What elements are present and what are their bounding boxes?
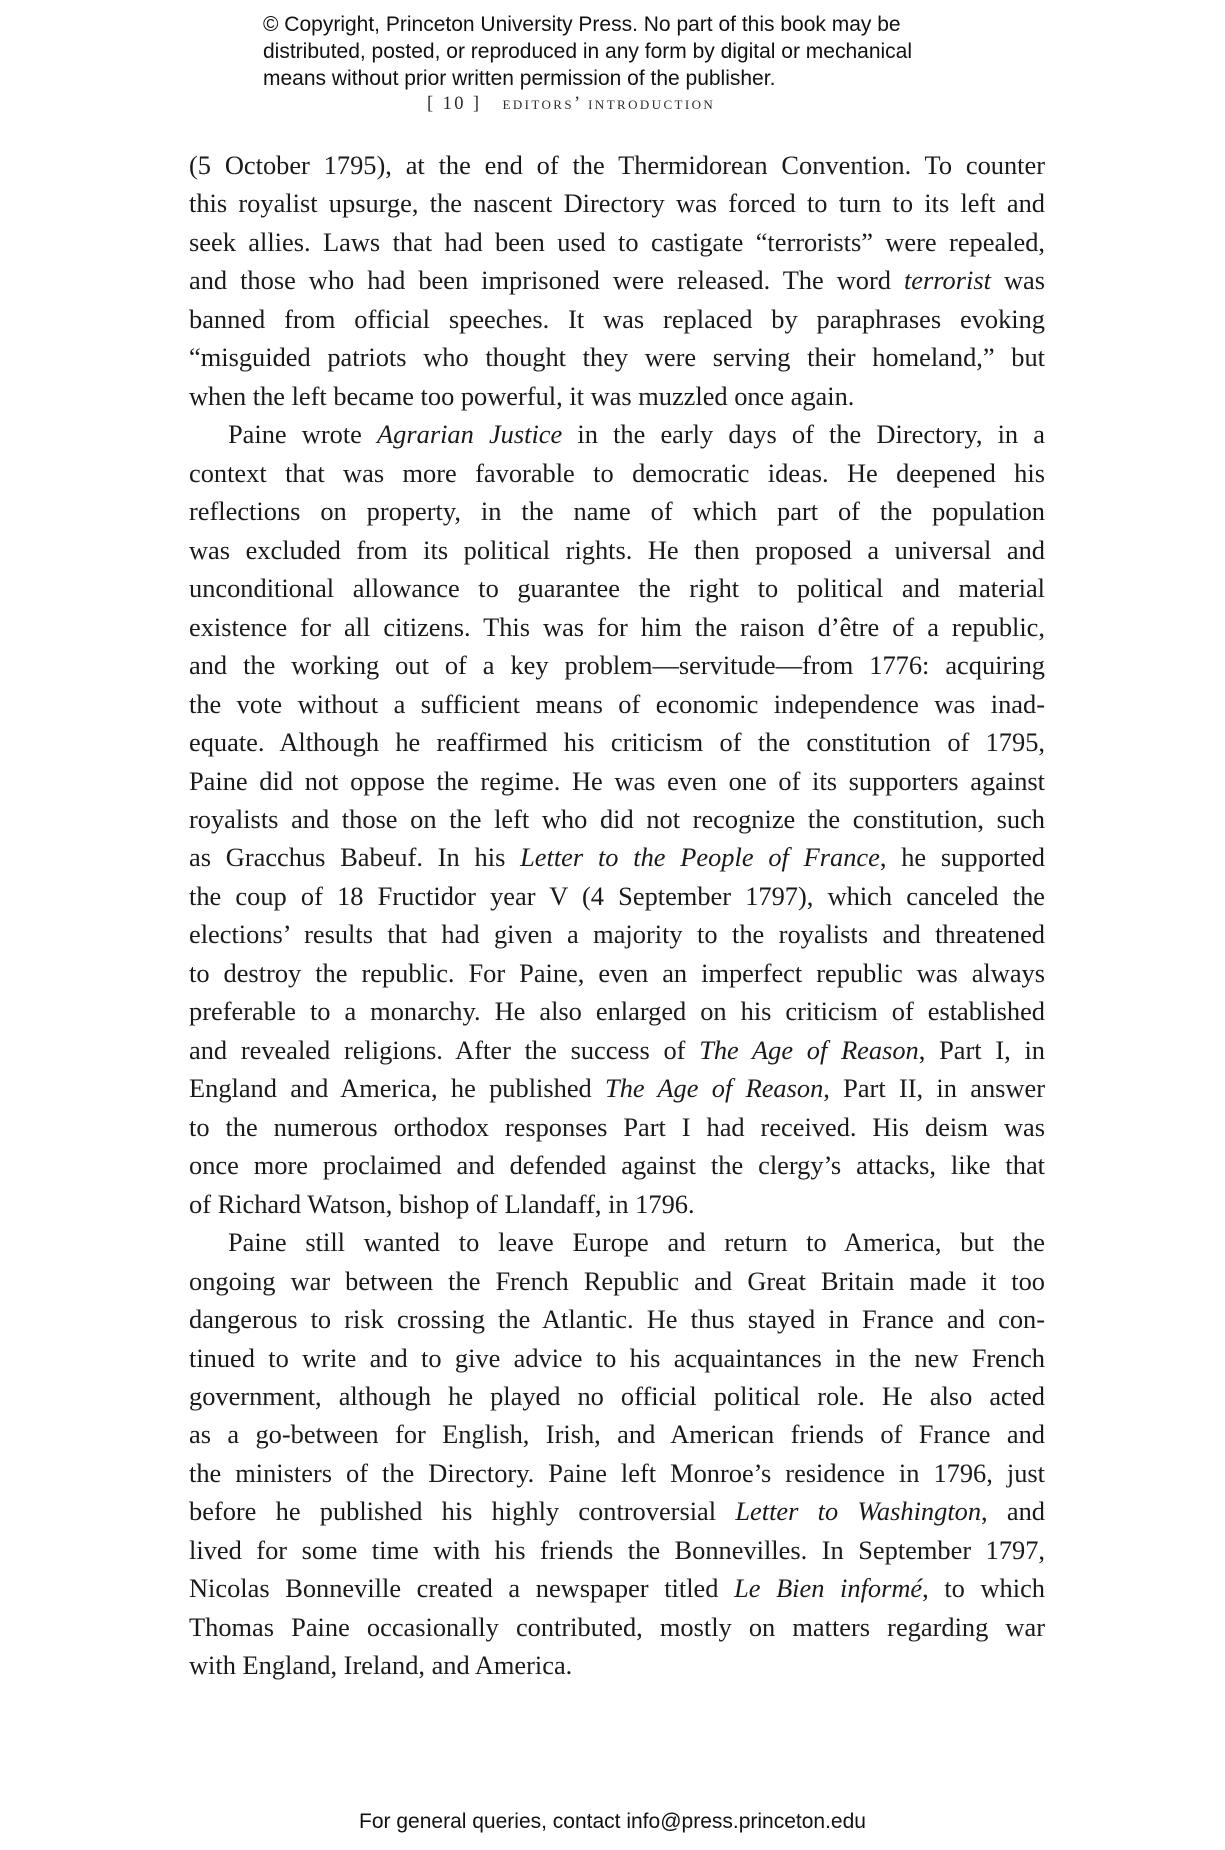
text-line: equate. Although he reaffirmed his criticism of the constitution of 1795, bbox=[189, 727, 1045, 758]
text-line: elections’ results that had given a majority to the royalists and threatened bbox=[189, 919, 1045, 950]
text-line: the ministers of the Directory. Paine left Monroe’s residence in 1796, just bbox=[189, 1457, 1045, 1488]
text-line: the coup of 18 Fructidor year V (4 September 1797), which canceled the bbox=[189, 880, 1045, 911]
text-line: was excluded from its political rights. He then proposed a universal and bbox=[189, 534, 1045, 565]
text-line: reflections on property, in the name of which part of the population bbox=[189, 496, 1045, 527]
text-line: of Richard Watson, bishop of Llandaff, in 1796. bbox=[189, 1188, 695, 1219]
paragraph bbox=[189, 146, 1045, 415]
copyright-notice bbox=[263, 11, 983, 92]
text-line: context that was more favorable to democratic ideas. He deepened his bbox=[189, 457, 1045, 488]
text-line: seek allies. Laws that had been used to castigate “terrorists” were repealed, bbox=[189, 226, 1045, 257]
footer-contact: For general queries, contact info@press.princeton.edu bbox=[359, 1810, 866, 1833]
text-line: with England, Ireland, and America. bbox=[189, 1650, 573, 1681]
text-line: government, although he played no official political role. He also acted bbox=[189, 1381, 1045, 1411]
text-line: when the left became too powerful, it was muzzled once again. bbox=[189, 380, 855, 411]
text-line: tinued to write and to give advice to his acquaintances in the new French bbox=[189, 1342, 1045, 1373]
text-line: existence for all citizens. This was for him the raison d’être of a republic, bbox=[189, 611, 1045, 642]
text-line: dangerous to risk crossing the Atlantic. He thus stayed in France and con- bbox=[189, 1304, 1045, 1335]
text-line: Paine wrote Agrarian Justice in the early days of the Directory, in a bbox=[228, 419, 1045, 450]
paragraph bbox=[189, 415, 1045, 1223]
text-line: as a go-between for English, Irish, and American friends of France and bbox=[189, 1419, 1045, 1450]
text-line: and revealed religions. After the success of The Age of Reason, Part I, in bbox=[189, 1034, 1045, 1065]
text-line: once more proclaimed and defended against the clergy’s attacks, like that bbox=[189, 1150, 1045, 1181]
copyright-line: means without prior written permission of the publisher. bbox=[263, 67, 776, 90]
text-line: Paine still wanted to leave Europe and return to America, but the bbox=[228, 1227, 1045, 1258]
text-line: ongoing war between the French Republic and Great Britain made it too bbox=[189, 1265, 1045, 1296]
body-text bbox=[189, 146, 1045, 1685]
text-line: (5 October 1795), at the end of the Thermidorean Convention. To counter bbox=[189, 150, 1045, 180]
text-line: to destroy the republic. For Paine, even an imperfect republic was always bbox=[189, 957, 1045, 988]
copyright-line: © Copyright, Princeton University Press. No part of this book may be bbox=[263, 13, 901, 36]
text-line: Nicolas Bonneville created a newspaper titled Le Bien informé, to which bbox=[189, 1573, 1045, 1604]
text-line: before he published his highly controversial Letter to Washington, and bbox=[189, 1496, 1045, 1527]
text-line: and those who had been imprisoned were released. The word terrorist was bbox=[189, 265, 1046, 296]
text-line: Thomas Paine occasionally contributed, mostly on matters regarding war bbox=[189, 1611, 1045, 1642]
text-line: England and America, he published The Age of Reason, Part II, in answer bbox=[189, 1073, 1045, 1104]
text-line: to the numerous orthodox responses Part I had received. His deism was bbox=[189, 1111, 1045, 1142]
text-line: preferable to a monarchy. He also enlarged on his criticism of established bbox=[189, 996, 1045, 1027]
page-number: [ 10 ] bbox=[427, 94, 482, 114]
running-title: editors’ introduction bbox=[502, 94, 716, 114]
text-line: lived for some time with his friends the Bonnevilles. In September 1797, bbox=[189, 1534, 1045, 1565]
text-line: “misguided patriots who thought they were serving their homeland,” but bbox=[189, 342, 1045, 373]
text-line: this royalist upsurge, the nascent Directory was forced to turn to its left and bbox=[189, 188, 1045, 219]
text-line: and the working out of a key problem—servitude—from 1776: acquiring bbox=[189, 650, 1045, 681]
text-line: royalists and those on the left who did not recognize the constitution, such bbox=[189, 803, 1045, 834]
paragraph bbox=[189, 1223, 1045, 1685]
copyright-line: distributed, posted, or reproduced in any form by digital or mechanical bbox=[263, 40, 913, 63]
running-head bbox=[427, 94, 715, 115]
text-line: banned from official speeches. It was replaced by paraphrases evoking bbox=[189, 303, 1045, 334]
text-line: as Gracchus Babeuf. In his Letter to the People of France, he supported bbox=[189, 842, 1045, 873]
text-line: Paine did not oppose the regime. He was even one of its supporters against bbox=[189, 765, 1045, 796]
text-line: the vote without a sufficient means of economic independence was inad- bbox=[189, 688, 1045, 719]
text-line: unconditional allowance to guarantee the right to political and material bbox=[189, 573, 1045, 604]
